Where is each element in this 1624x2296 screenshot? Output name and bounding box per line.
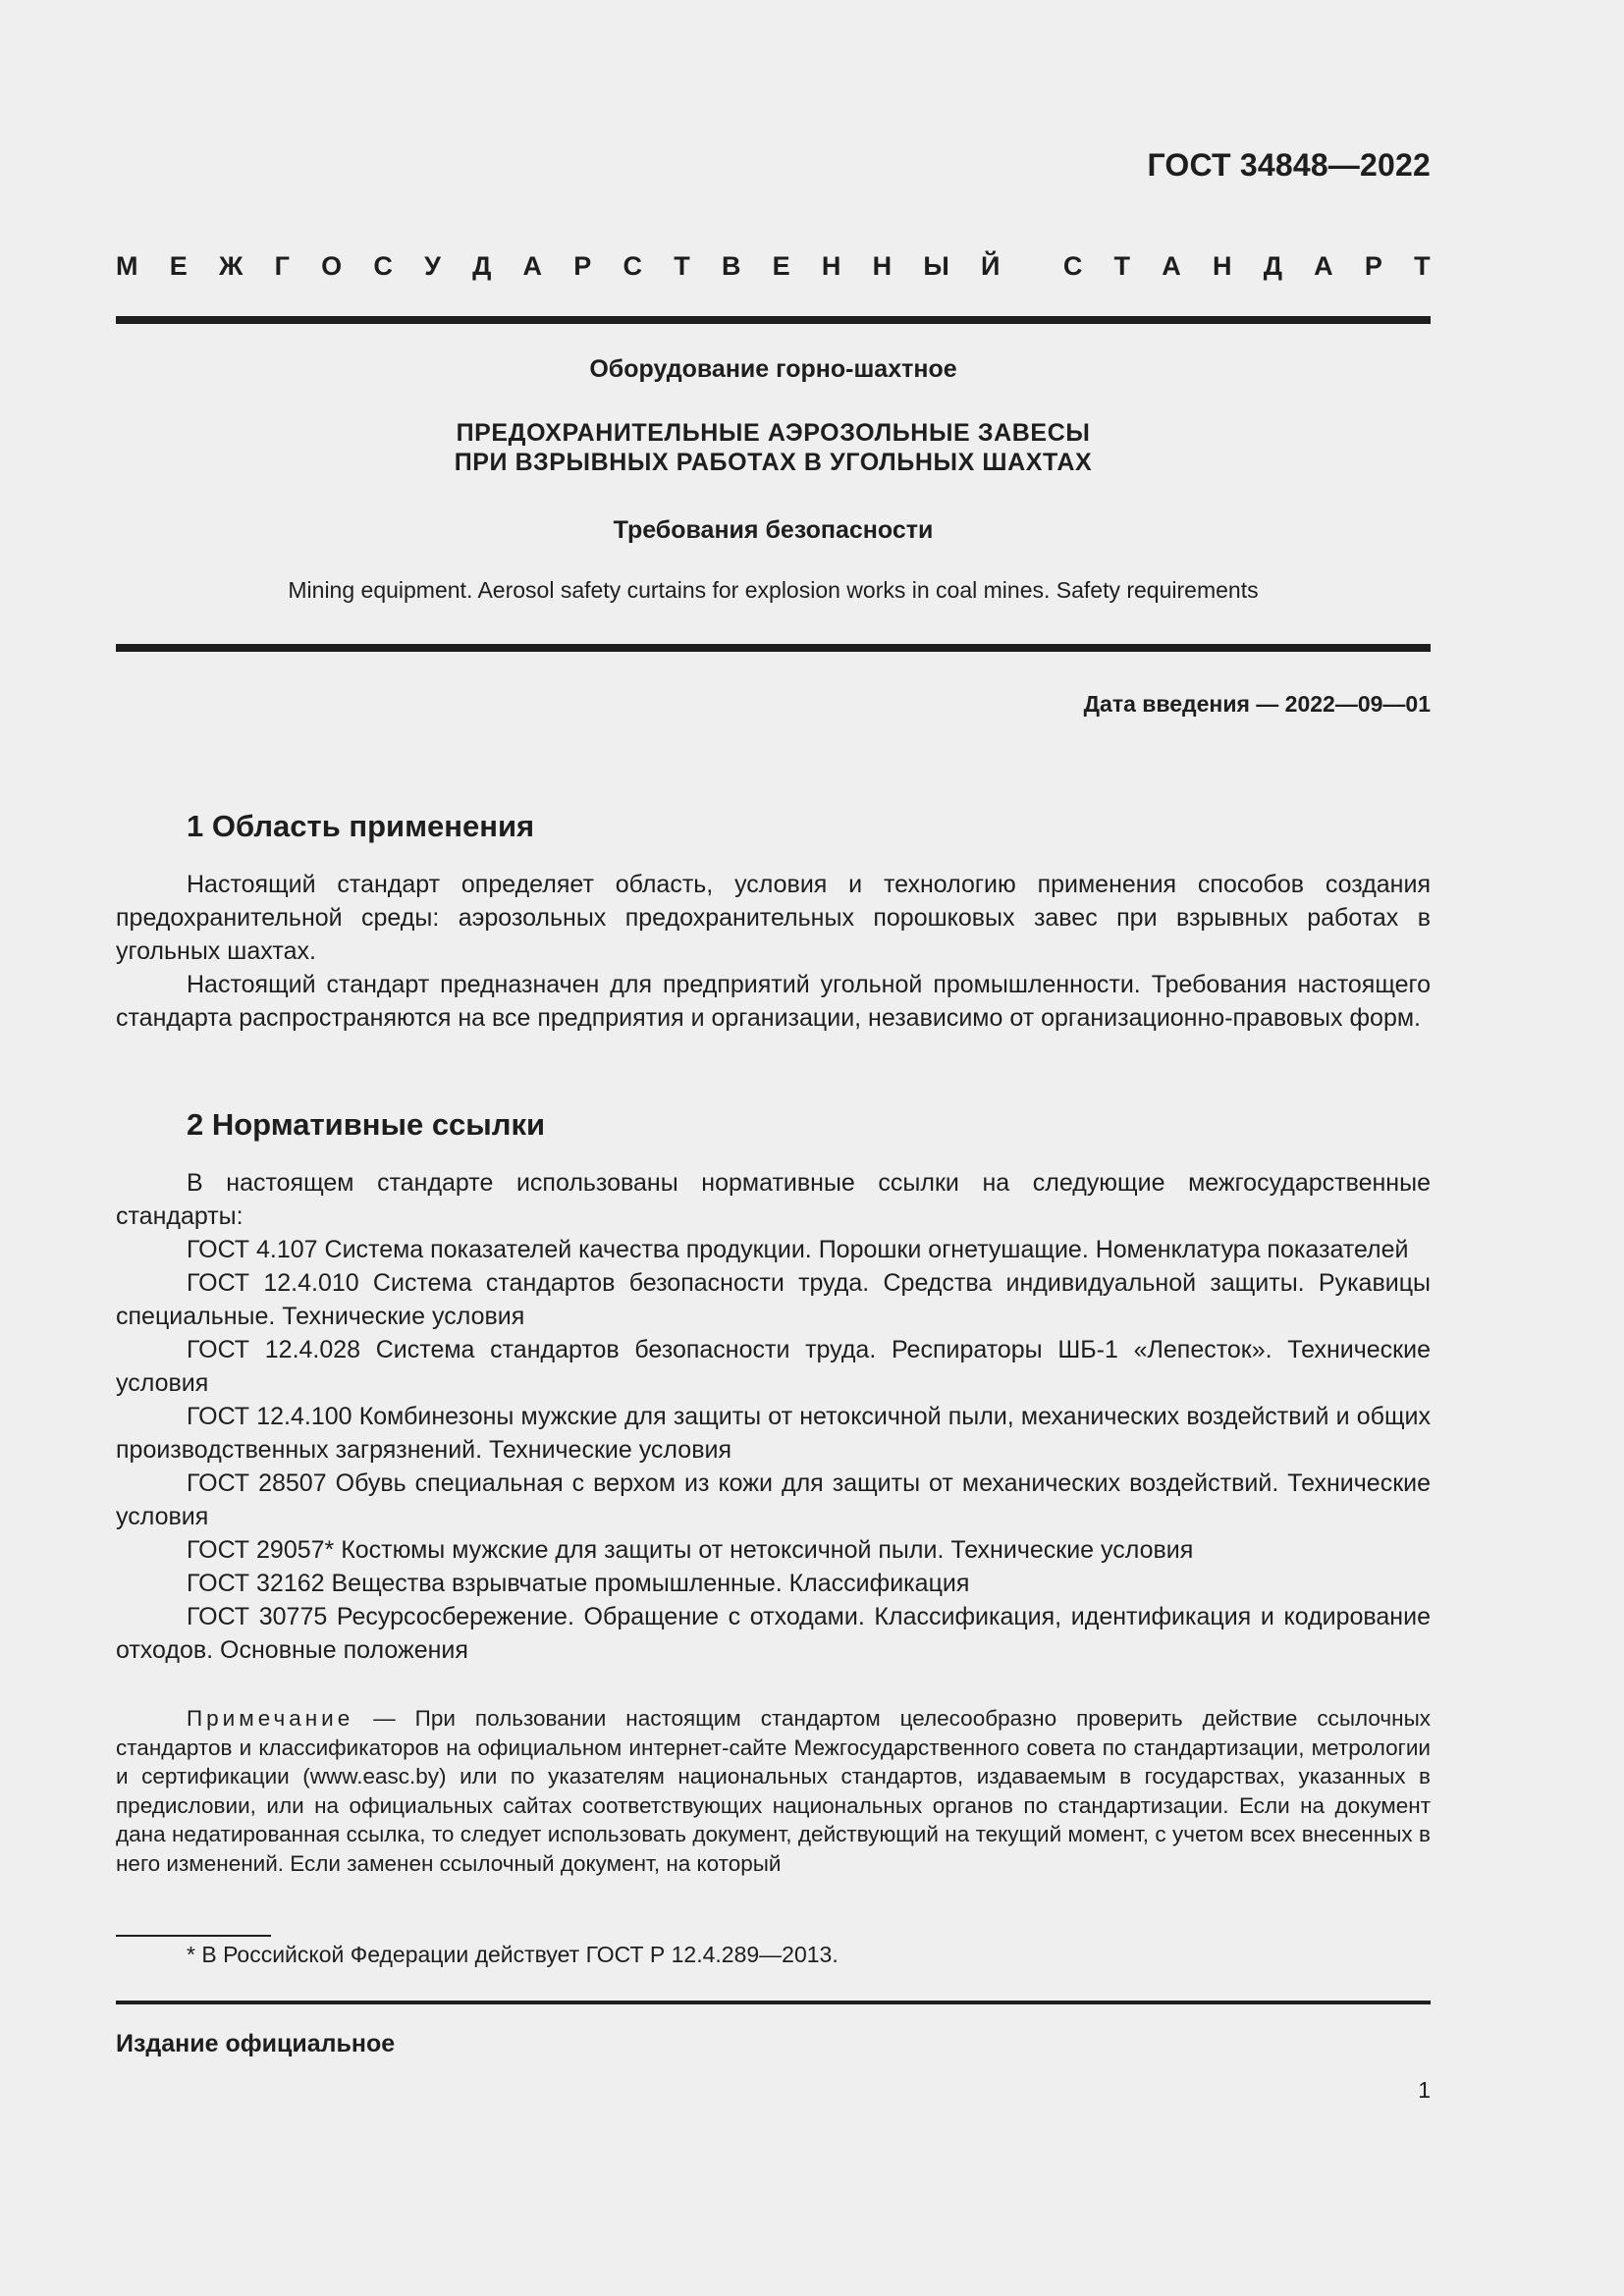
- banner-letter: Т: [674, 251, 690, 281]
- main-title-line-2: ПРИ ВЗРЫВНЫХ РАБОТАХ В УГОЛЬНЫХ ШАХТАХ: [454, 449, 1093, 476]
- banner-letter: Е: [772, 251, 790, 281]
- official-edition-label: Издание официальное: [116, 2030, 396, 2057]
- introduction-date: Дата введения — 2022—09—01: [1083, 691, 1431, 717]
- page-number: 1: [1418, 2077, 1431, 2103]
- main-title-line-1: ПРЕДОХРАНИТЕЛЬНЫЕ АЭРОЗОЛЬНЫЕ ЗАВЕСЫ: [456, 419, 1091, 447]
- reference-item: ГОСТ 29057* Костюмы мужские для защиты от нетоксичной пыли. Технические условия: [187, 1536, 1194, 1564]
- divider-middle: [116, 644, 1431, 652]
- section-1-heading: 1 Область применения: [187, 809, 535, 843]
- note-paragraph: [116, 1704, 1431, 1878]
- standard-number: ГОСТ 34848—2022: [1147, 147, 1431, 183]
- document-page: [116, 0, 1431, 2296]
- banner-letter: Г: [274, 251, 290, 281]
- footnote: * В Российской Федерации действует ГОСТ Р 12.4.289—2013.: [187, 1942, 839, 1967]
- banner-letter: В: [721, 251, 741, 281]
- section-2-body: [116, 1166, 1431, 1667]
- banner-letter: А: [522, 251, 543, 281]
- banner-letter: Т: [1414, 251, 1431, 281]
- paragraph: Настоящий стандарт предназначен для предприятий угольной промышленности. Требования настоящего стандарта распространяются на все предприятия и организации, независимо от организационно-правовых форм.: [116, 971, 1431, 1032]
- note-text: — При пользовании настоящим стандартом целесообразно проверить действие ссылочных стандартов и классификаторов на официальном интернет-сайте Межгосударственного совета по стандартизации, метрологии и сертификации (www.easc.by) или по указателям национальных стандартов, издаваемым в государствах, указанных в предисловии, или на официальных сайтах соответствующих национальных органов по стандартизации. Если на документ дана недатированная ссылка, то следует использовать документ, действующий на текущий момент, с учетом всех внесенных в него изменений. Если заменен ссылочный документ, на который: [116, 1706, 1431, 1876]
- banner-letter: Ы: [923, 251, 949, 281]
- main-title: [116, 418, 1431, 477]
- reference-item: ГОСТ 28507 Обувь специальная с верхом из кожи для защиты от механических воздействий. Технические условия: [116, 1469, 1431, 1530]
- section-2-heading: 2 Нормативные ссылки: [187, 1107, 546, 1142]
- divider-top: [116, 316, 1431, 324]
- banner-letter: А: [1314, 251, 1333, 281]
- paragraph: В настоящем стандарте использованы нормативные ссылки на следующие межгосударственные стандарты:: [116, 1169, 1431, 1230]
- divider-bottom: [116, 2001, 1431, 2004]
- reference-item: ГОСТ 4.107 Система показателей качества продукции. Порошки огнетушащие. Номенклатура показателей: [187, 1236, 1409, 1263]
- reference-item: ГОСТ 12.4.100 Комбинезоны мужские для защиты от нетоксичной пыли, механических воздействий и общих производственных загрязнений. Технические условия: [116, 1403, 1431, 1464]
- interstate-standard-banner: [116, 251, 1431, 282]
- banner-letter: О: [321, 251, 343, 281]
- banner-letter: М: [116, 251, 138, 281]
- banner-letter: Р: [1364, 251, 1382, 281]
- banner-letter: Н: [821, 251, 841, 281]
- group-title: Оборудование горно-шахтное: [589, 355, 957, 383]
- banner-letter: У: [424, 251, 441, 281]
- banner-letter: Н: [872, 251, 893, 281]
- sub-title: Требования безопасности: [613, 516, 934, 544]
- banner-letter: С: [623, 251, 642, 281]
- banner-letter: Ж: [218, 251, 244, 281]
- reference-item: ГОСТ 32162 Вещества взрывчатые промышленные. Классификация: [187, 1570, 970, 1597]
- paragraph: Настоящий стандарт определяет область, условия и технологию применения способов создания предохранительной среды: аэрозольных предохранительных порошковых завес при взрывных работах в угольных шахтах.: [116, 871, 1431, 965]
- note-block: [116, 1704, 1431, 1878]
- banner-letter: А: [1162, 251, 1181, 281]
- banner-letter: С: [1062, 251, 1083, 281]
- reference-item: ГОСТ 30775 Ресурсосбережение. Обращение с отходами. Классификация, идентификация и кодирование отходов. Основные положения: [116, 1603, 1431, 1664]
- banner-letter: Н: [1212, 251, 1232, 281]
- banner-letter: Д: [1263, 251, 1282, 281]
- reference-item: ГОСТ 12.4.028 Система стандартов безопасности труда. Респираторы ШБ-1 «Лепесток». Технические условия: [116, 1336, 1431, 1397]
- banner-letter: Й: [980, 251, 1001, 281]
- banner-letter: Е: [169, 251, 188, 281]
- note-label: Примечание: [187, 1706, 354, 1731]
- banner-letter: С: [373, 251, 393, 281]
- banner-letter: Д: [472, 251, 492, 281]
- english-title: Mining equipment. Aerosol safety curtains for explosion works in coal mines. Safety requirements: [288, 577, 1259, 603]
- reference-item: ГОСТ 12.4.010 Система стандартов безопасности труда. Средства индивидуальной защиты. Рукавицы специальные. Технические условия: [116, 1269, 1431, 1330]
- banner-letter: Т: [1113, 251, 1131, 281]
- footnote-separator: [116, 1935, 271, 1937]
- section-1-body: [116, 868, 1431, 1035]
- banner-letter: Р: [573, 251, 592, 281]
